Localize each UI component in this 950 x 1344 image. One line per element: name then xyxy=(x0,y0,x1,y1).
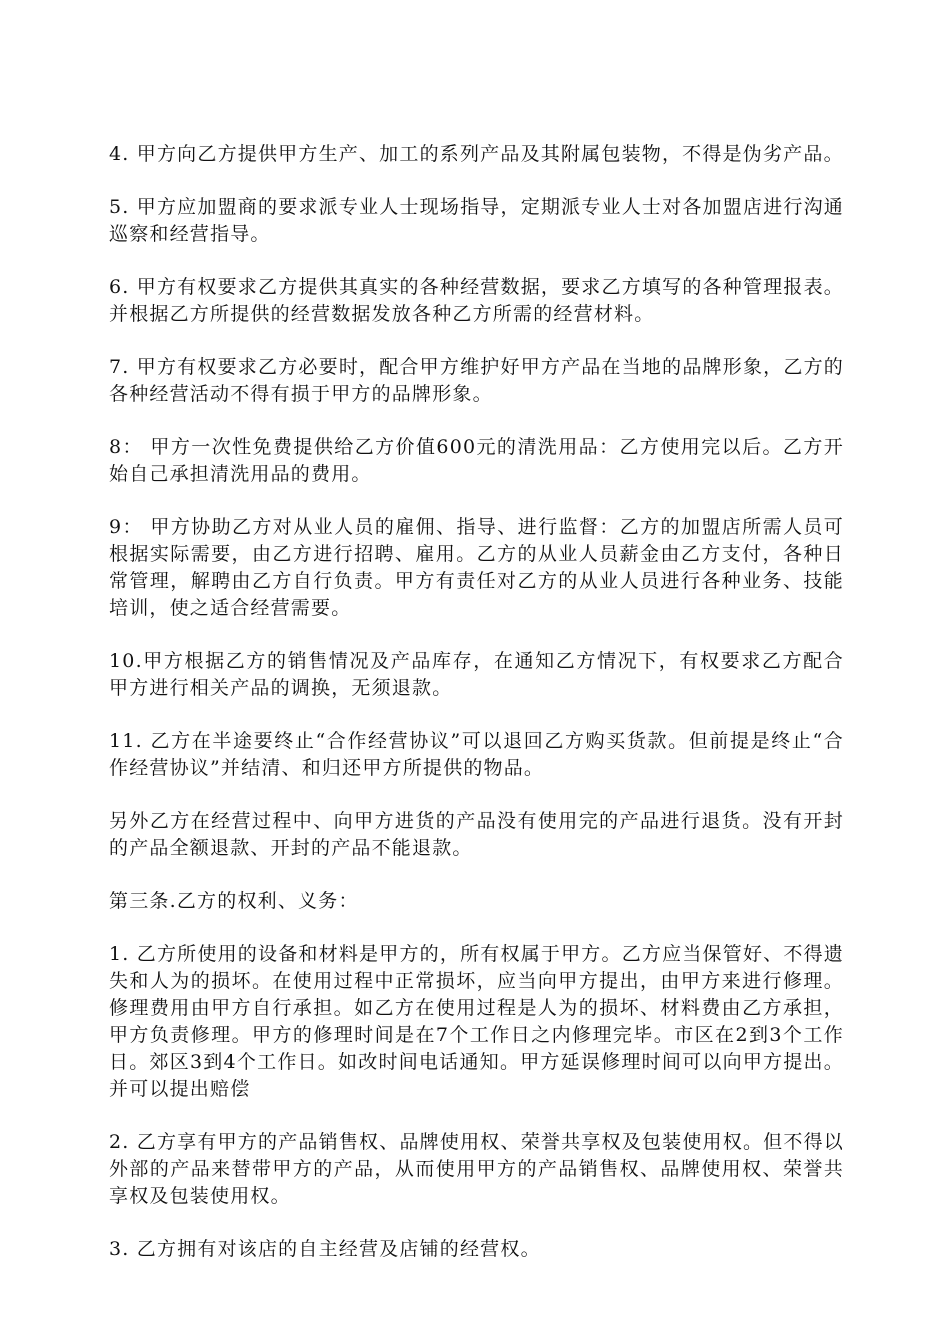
paragraph-return-note: 另外乙方在经营过程中、向甲方进货的产品没有使用完的产品进行退货。没有开封的产品全额退款、开封的产品不能退款。 xyxy=(109,810,844,859)
paragraph-clause-4: 4. 甲方向乙方提供甲方生产、加工的系列产品及其附属包装物，不得是伪劣产品。 xyxy=(109,143,844,165)
paragraph-clause-6: 6. 甲方有权要求乙方提供其真实的各种经营数据，要求乙方填写的各种管理报表。并根据乙方所提供的经营数据发放各种乙方所需的经营材料。 xyxy=(109,276,844,325)
paragraph-party-b-clause-2: 2. 乙方享有甲方的产品销售权、品牌使用权、荣誉共享权及包装使用权。但不得以外部的产品来替带甲方的产品，从而使用甲方的产品销售权、品牌使用权、荣誉共享权及包装使用权。 xyxy=(109,1131,844,1207)
paragraph-clause-8: 8： 甲方一次性免费提供给乙方价值600元的清洗用品：乙方使用完以后。乙方开始自己承担清洗用品的费用。 xyxy=(109,436,844,485)
paragraph-party-b-clause-1: 1. 乙方所使用的设备和材料是甲方的，所有权属于甲方。乙方应当保管好、不得遗失和人为的损坏。在使用过程中正常损坏，应当向甲方提出，由甲方来进行修理。修理费用由甲方自行承担。如乙方在使用过程是人为的损坏、材料费由乙方承担，甲方负责修理。甲方的修理时间是在7个工作日之内修理完毕。市区在2到3个工作日。郊区3到4个工作日。如改时间电话通知。甲方延误修理时间可以向甲方提出。并可以提出赔偿 xyxy=(109,943,844,1100)
paragraph-clause-10: 10.甲方根据乙方的销售情况及产品库存，在通知乙方情况下，有权要求乙方配合甲方进行相关产品的调换，无须退款。 xyxy=(109,650,844,699)
paragraph-clause-9: 9： 甲方协助乙方对从业人员的雇佣、指导、进行监督：乙方的加盟店所需人员可根据实际需要，由乙方进行招聘、雇用。乙方的从业人员薪金由乙方支付，各种日常管理，解聘由乙方自行负责。甲方有责任对乙方的从业人员进行各种业务、技能培训，使之适合经营需要。 xyxy=(109,516,844,619)
paragraph-clause-5: 5. 甲方应加盟商的要求派专业人士现场指导，定期派专业人士对各加盟店进行沟通巡察和经营指导。 xyxy=(109,196,844,245)
paragraph-clause-11: 11. 乙方在半途要终止“合作经营协议”可以退回乙方购买货款。但前提是终止“合作经营协议”并结清、和归还甲方所提供的物品。 xyxy=(109,730,844,779)
section-heading-article-3: 第三条.乙方的权利、义务： xyxy=(109,890,359,912)
paragraph-party-b-clause-3: 3. 乙方拥有对该店的自主经营及店铺的经营权。 xyxy=(109,1238,541,1260)
paragraph-clause-7: 7. 甲方有权要求乙方必要时，配合甲方维护好甲方产品在当地的品牌形象，乙方的各种经营活动不得有损于甲方的品牌形象。 xyxy=(109,356,844,405)
document-body xyxy=(109,141,844,1289)
